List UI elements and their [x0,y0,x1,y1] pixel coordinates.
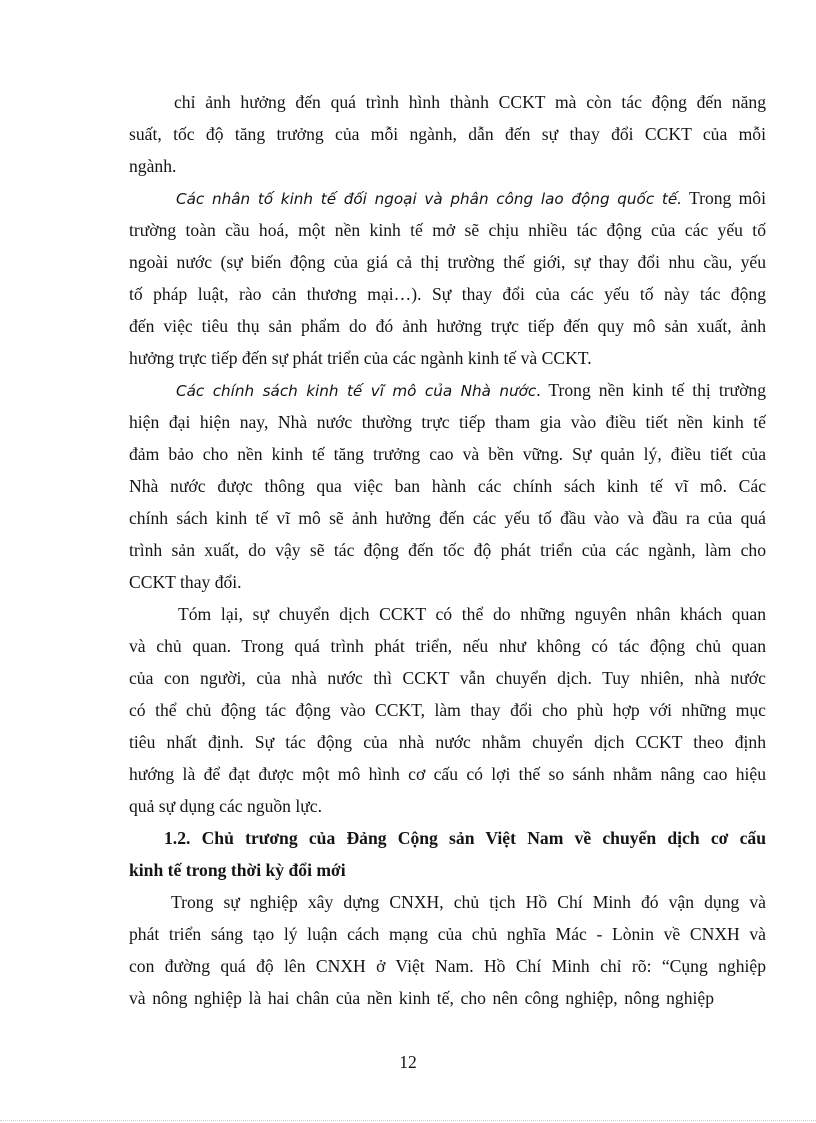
paragraph-line: chỉ ảnh hưởng đến quá trình hình thành CCKT mà còn tác động đến năng [174,92,766,112]
paragraph-line: đến việc tiêu thụ sản phẩm do đó ảnh hưởng trực tiếp đến quy mô sản xuất, ảnh [129,316,766,336]
paragraph-line: đảm bảo cho nền kinh tế tăng trưởng cao và bền vững. Sự quản lý, điều tiết của [129,444,766,464]
italic-lead: Các chính sách kinh tế vĩ mô của Nhà nước [176,382,537,400]
paragraph-line: chính sách kinh tế vĩ mô sẽ ảnh hưởng đến các yếu tố đầu vào và đầu ra của quá [129,508,766,528]
paragraph-line: hưởng trực tiếp đến sự phát triển của các ngành kinh tế và CCKT. [129,348,592,368]
paragraph-line: trình sản xuất, do vậy sẽ tác động đến tốc độ phát triển của các ngành, làm cho [129,540,766,560]
line-rest: . Trong nền kinh tế thị trường [536,380,766,400]
paragraph-first-line [176,187,766,210]
paragraph-line: con đường quá độ lên CNXH ở Việt Nam. Hồ Chí Minh chỉ rõ: “Cụng nghiệp [129,956,766,976]
paragraph-line: trường toàn cầu hoá, một nền kinh tế mở sẽ chịu nhiều tác động của các yếu tố [129,220,766,240]
paragraph-line: của con người, của nhà nước thì CCKT vẫn chuyển dịch. Tuy nhiên, nhà nước [129,668,766,688]
paragraph-line: hiện đại hiện nay, Nhà nước thường trực tiếp tham gia vào điều tiết nền kinh tế [129,412,766,432]
paragraph-first-line [176,379,766,402]
paragraph-line: quả sự dụng các nguồn lực. [129,796,323,816]
page-bottom-divider [0,1120,816,1121]
paragraph-first-line: Tóm lại, sự chuyển dịch CCKT có thể do những nguyên nhân khách quan [178,604,766,624]
paragraph-line: tố pháp luật, rào cản thương mại…). Sự thay đổi của các yếu tố này tác động [129,284,766,304]
paragraph-line: ngoài nước (sự biến động của giá cả thị trường thế giới, sự thay đổi nhu cầu, yếu [129,252,766,272]
paragraph-line: CCKT thay đổi. [129,572,242,592]
line-rest: Trong môi [682,188,766,208]
section-heading: 1.2. Chủ trương của Đảng Cộng sản Việt Nam về chuyển dịch cơ cấu [164,828,766,848]
paragraph-line: suất, tốc độ tăng trưởng của mỗi ngành, dẫn đến sự thay đổi CCKT của mỗi [129,124,766,144]
paragraph-line: phát triển sáng tạo lý luận cách mạng của chủ nghĩa Mác - Lònin về CNXH và [129,924,766,944]
page-number: 12 [399,1052,417,1072]
paragraph-line: ngành. [129,156,177,176]
paragraph-line: Nhà nước được thông qua việc ban hành các chính sách kinh tế vĩ mô. Các [129,476,766,496]
section-heading-line: kinh tế trong thời kỳ đổi mới [129,860,346,880]
paragraph-line: và chủ quan. Trong quá trình phát triển, nếu như không có tác động chủ quan [129,636,766,656]
paragraph-line: có thể chủ động tác động vào CCKT, làm thay đổi cho phù hợp với những mục [129,700,766,720]
paragraph-line: tiêu nhất định. Sự tác động của nhà nước nhằm chuyển dịch CCKT theo định [129,732,766,752]
paragraph-line: và nông nghiệp là hai chân của nền kinh tế, cho nên công nghiệp, nông nghiệp [129,988,714,1008]
paragraph-first-line: Trong sự nghiệp xây dựng CNXH, chủ tịch Hồ Chí Minh đó vận dụng và [171,892,766,912]
italic-lead: Các nhân tố kinh tế đối ngoại và phân công lao động quốc tế. [176,190,683,208]
paragraph-line: hướng là để đạt được một mô hình cơ cấu có lợi thế so sánh nhằm nâng cao hiệu [129,764,766,784]
